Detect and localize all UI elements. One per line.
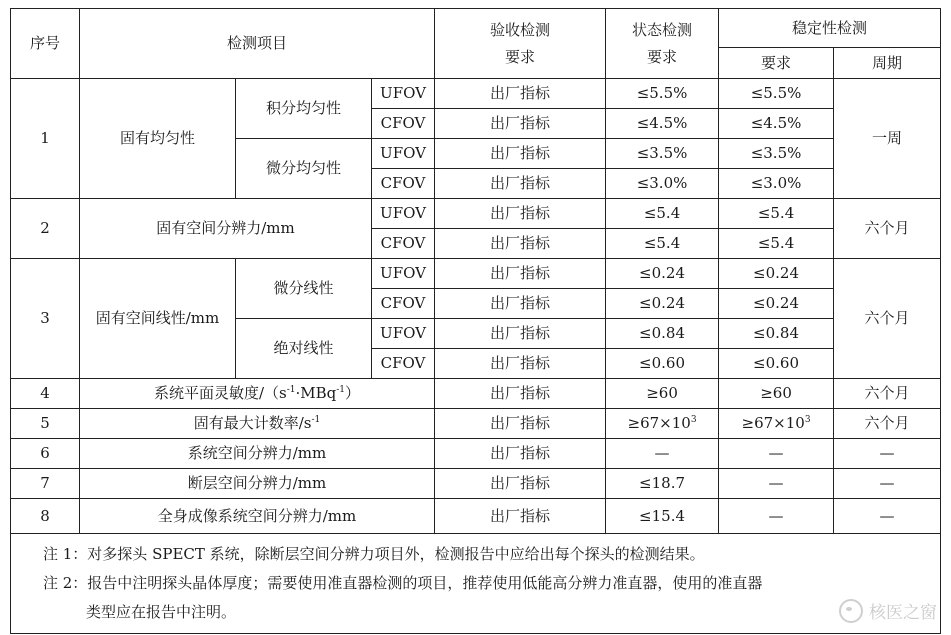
status-cell: — [606,439,719,469]
fov-cell: CFOV [372,289,435,319]
stability-cell: ≤5.4 [719,229,834,259]
row-name: 固有均匀性 [80,79,236,199]
row-no: 6 [11,439,80,469]
note-2-continued: 类型应在报告中注明。 [86,603,237,621]
period-cell: — [834,499,941,534]
stability-exponent: 3 [804,415,811,426]
row-name: 固有空间线性/mm [80,259,236,379]
stability-cell: ≥60 [719,379,834,409]
note-1: 注 1：对多探头 SPECT 系统，除断层空间分辨力项目外，检测报告中应给出每个探头的检测结果。 [43,545,705,563]
stability-cell: — [719,469,834,499]
status-cell [606,409,719,439]
acceptance-cell: 出厂指标 [435,229,606,259]
acceptance-cell: 出厂指标 [435,289,606,319]
table-row [11,379,941,409]
acceptance-cell: 出厂指标 [435,79,606,109]
row-subitem: 积分均匀性 [236,79,372,139]
header-stability-period: 周期 [834,48,941,79]
status-cell: ≤3.5% [606,139,719,169]
acceptance-cell: 出厂指标 [435,499,606,534]
table-row [11,499,941,534]
table-row [11,79,941,109]
stability-cell: ≤0.84 [719,319,834,349]
header-acceptance-line2: 要求 [505,47,536,66]
row-no: 2 [11,199,80,259]
header-status-line1: 状态检测 [632,20,693,39]
status-cell: ≤0.60 [606,349,719,379]
status-cell: ≤5.4 [606,199,719,229]
header-stability: 稳定性检测 [719,9,941,48]
status-cell: ≤5.4 [606,229,719,259]
row-name [80,409,435,439]
stability-cell [719,409,834,439]
table-row [11,439,941,469]
acceptance-cell: 出厂指标 [435,409,606,439]
period-cell: — [834,469,941,499]
stability-cell: — [719,499,834,534]
row-name-post: ） [345,384,361,403]
row-no: 7 [11,469,80,499]
fov-cell: UFOV [372,319,435,349]
period-cell: — [834,439,941,469]
fov-cell: CFOV [372,349,435,379]
header-item: 检测项目 [80,9,435,79]
status-cell: ≤15.4 [606,499,719,534]
acceptance-cell: 出厂指标 [435,139,606,169]
stability-cell: ≤4.5% [719,109,834,139]
spec-table [10,8,941,634]
header-acceptance-line1: 验收检测 [490,20,551,39]
status-cell: ≤0.84 [606,319,719,349]
row-no: 5 [11,409,80,439]
notes-cell [11,534,941,634]
stability-cell: ≤0.24 [719,289,834,319]
row-subitem: 绝对线性 [236,319,372,379]
stability-value: ≥67×10 [741,414,805,433]
stability-cell: ≤3.5% [719,139,834,169]
row-name: 全身成像系统空间分辨力/mm [80,499,435,534]
row-name: 断层空间分辨力/mm [80,469,435,499]
status-value: ≥67×10 [627,414,691,433]
stability-cell: ≤3.0% [719,169,834,199]
table-row [11,199,941,229]
status-cell: ≤5.5% [606,79,719,109]
row-no: 1 [11,79,80,199]
stability-cell: ≤0.24 [719,259,834,289]
acceptance-cell: 出厂指标 [435,319,606,349]
watermark-text: 核医之窗 [869,603,937,623]
period-cell: 六个月 [834,199,941,259]
header-acceptance [435,9,606,79]
status-cell: ≥60 [606,379,719,409]
row-name-mid: ·MBq [295,384,337,403]
wechat-icon [839,599,863,623]
row-name [80,379,435,409]
status-exponent: 3 [690,415,697,426]
row-no: 8 [11,499,80,534]
status-cell: ≤0.24 [606,289,719,319]
acceptance-cell: 出厂指标 [435,439,606,469]
row-subitem: 微分线性 [236,259,372,319]
stability-cell: ≤5.4 [719,199,834,229]
row-no: 4 [11,379,80,409]
period-cell: 一周 [834,79,941,199]
row-name-sup1: -1 [311,415,321,426]
stability-cell: ≤5.5% [719,79,834,109]
fov-cell: UFOV [372,139,435,169]
period-cell: 六个月 [834,409,941,439]
status-cell: ≤3.0% [606,169,719,199]
fov-cell: UFOV [372,79,435,109]
row-name-pre: 系统平面灵敏度/（s [153,384,287,403]
table-row [11,469,941,499]
note-2: 注 2：报告中注明探头晶体厚度；需要使用准直器检测的项目，推荐使用低能高分辨力准直器，使用的准直器 [43,574,763,592]
fov-cell: CFOV [372,229,435,259]
header-seq: 序号 [11,9,80,79]
header-stability-req: 要求 [719,48,834,79]
row-no: 3 [11,259,80,379]
fov-cell: UFOV [372,259,435,289]
row-name-sup2: -1 [336,385,346,396]
row-name: 系统空间分辨力/mm [80,439,435,469]
acceptance-cell: 出厂指标 [435,349,606,379]
period-cell: 六个月 [834,379,941,409]
status-cell: ≤18.7 [606,469,719,499]
header-status [606,9,719,79]
stability-cell: — [719,439,834,469]
acceptance-cell: 出厂指标 [435,379,606,409]
watermark [839,598,937,623]
table-row [11,259,941,289]
fov-cell: CFOV [372,109,435,139]
row-subitem: 微分均匀性 [236,139,372,199]
row-name: 固有空间分辨力/mm [80,199,372,259]
acceptance-cell: 出厂指标 [435,109,606,139]
row-name-sup1: -1 [286,385,296,396]
status-cell: ≤0.24 [606,259,719,289]
stability-cell: ≤0.60 [719,349,834,379]
period-cell: 六个月 [834,259,941,379]
fov-cell: CFOV [372,169,435,199]
status-cell: ≤4.5% [606,109,719,139]
fov-cell: UFOV [372,199,435,229]
acceptance-cell: 出厂指标 [435,199,606,229]
acceptance-cell: 出厂指标 [435,259,606,289]
row-name-pre: 固有最大计数率/s [193,414,312,433]
acceptance-cell: 出厂指标 [435,169,606,199]
acceptance-cell: 出厂指标 [435,469,606,499]
table-row [11,409,941,439]
header-status-line2: 要求 [647,47,678,66]
